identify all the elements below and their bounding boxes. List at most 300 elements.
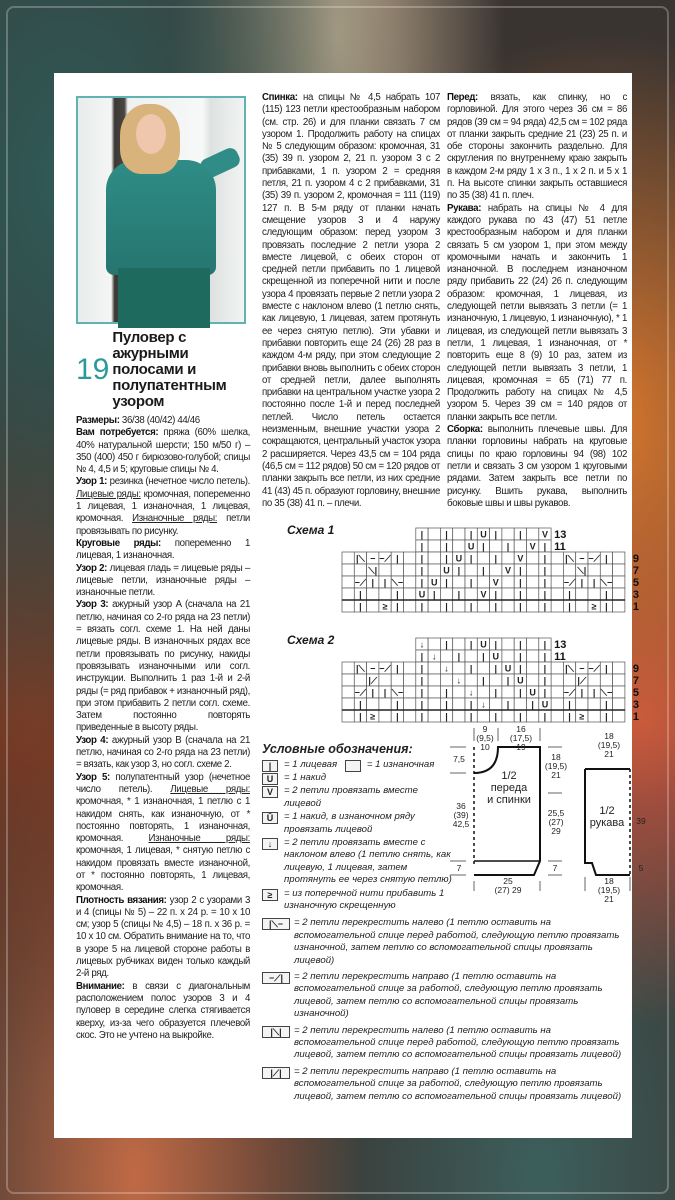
pattern-schematic (450, 724, 646, 905)
chart-cell (490, 674, 502, 686)
stitch-mark: | (420, 675, 424, 686)
stitch-mark: U (443, 565, 450, 576)
row-number: 9 (632, 663, 640, 676)
stitch-mark: −⟋ (563, 687, 576, 698)
chart-cell (379, 674, 391, 686)
schema-1-title: Схема 1 (287, 523, 335, 538)
stitch-mark: | (543, 553, 547, 564)
chart-cell (551, 710, 563, 722)
legend-cables (262, 917, 632, 1103)
stitch-mark: | (396, 699, 399, 710)
legend-cable-item (262, 1025, 632, 1062)
stitch-mark: |⟍ (565, 553, 574, 564)
paragraph (447, 424, 627, 510)
stitch-mark: | (592, 687, 596, 698)
stitch-mark: | (543, 675, 547, 686)
chart-cell (342, 662, 354, 674)
stitch-mark: | (420, 529, 424, 540)
stitch-mark: | (506, 675, 510, 686)
chart-cell (490, 564, 502, 576)
section-label: Узор 5: (76, 771, 110, 783)
chart-cell (428, 638, 440, 650)
chart-cell (453, 698, 465, 710)
legend-text: = из поперечной нити прибавить 1 изнаночную скрещенную (284, 887, 445, 911)
stitch-mark: − (579, 553, 585, 564)
magazine-page (54, 73, 646, 1138)
stitch-mark: | (420, 651, 424, 662)
chart-cell (502, 600, 514, 612)
body-text: в связи с диагональным расположением полос узоров 3 и 4 пуловер в середине слегка стягивается кверху, из-за чего образуется плечевой скос. Это не учтено на выкройке. (76, 980, 250, 1041)
purl-symbol-icon (345, 760, 361, 772)
chart-cell (440, 674, 452, 686)
chart-cell (465, 650, 477, 662)
paragraph (76, 599, 250, 734)
chart-cell (404, 686, 416, 698)
chart-cell (404, 600, 416, 612)
legend-text: = 1 изнаночная (366, 758, 435, 770)
stitch-mark: | (568, 589, 571, 600)
stitch-mark: | (359, 601, 362, 612)
stitch-mark: | (605, 711, 608, 722)
paragraph (447, 92, 627, 203)
chart-cell (502, 552, 514, 564)
stitch-mark: | (383, 687, 387, 698)
chart-cell (563, 564, 575, 576)
stitch-mark: | (605, 589, 608, 600)
stitch-mark: | (494, 529, 498, 540)
legend-top-row (262, 724, 646, 913)
chart-cell (428, 710, 440, 722)
legend-text: = 2 петли провязать вместе с наклоном влево (1 петлю снять, как лицевую, 1 лицевая, затем протянуть ее через снятую петлю) (284, 836, 452, 886)
stitch-mark: | (396, 553, 399, 564)
stitch-mark: | (420, 699, 424, 710)
dim-neck-depth: 7,5 (453, 754, 465, 765)
row-number: 3 (632, 589, 640, 602)
chart-cell (367, 588, 379, 600)
chart-cell (588, 710, 600, 722)
stitch-mark: | (519, 601, 522, 612)
chart-cell (502, 650, 514, 662)
stitch-mark: | (445, 711, 448, 722)
stitch-mark: | (445, 541, 448, 552)
stitch-mark: U (418, 589, 426, 600)
dim-sleeve-top: 18 (19,5) 21 (597, 731, 621, 760)
stitch-mark: | (482, 565, 485, 576)
stitch-mark: | (531, 699, 534, 710)
stitch-mark: | (580, 577, 584, 588)
stitch-mark: ↓ (481, 699, 486, 710)
stitch-mark: U (492, 651, 499, 662)
chart-cell (551, 588, 563, 600)
stitch-mark: V (480, 589, 487, 600)
stitch-mark: | (469, 663, 473, 674)
chart-cell (613, 600, 625, 612)
stitch-mark: | (420, 663, 424, 674)
stitch-mark: | (445, 639, 448, 650)
dim-sleeve-band: 5 (638, 863, 644, 874)
legend-item (262, 772, 452, 784)
chart-cell (428, 662, 440, 674)
chart-cell (440, 588, 452, 600)
row-number: 11 (554, 651, 566, 664)
stitch-mark: −⟋ (379, 663, 391, 674)
stitch-mark: | (543, 601, 547, 612)
stitch-mark: −⟋ (563, 577, 576, 588)
section-label: Узор 4: (76, 734, 109, 746)
chart-cell (342, 674, 354, 686)
stitch-mark: | (494, 639, 498, 650)
legend-item (262, 888, 452, 913)
text-columns (262, 92, 627, 510)
chart-cell (477, 552, 489, 564)
legend-text: = 2 петли перекрестить направо (1 петлю оставить на вспомогательной спице за работой, следующую петлю провязать лицевой, затем петлю со вспомогательной спицы провязать изнаночной) (294, 971, 603, 1020)
stitch-mark: ≥ (382, 601, 388, 612)
stitch-mark: | (359, 699, 362, 710)
body-text: кромочная, попеременно 1 лицевая, 1 изнаночная, 1 лицевая, кромочная. (76, 488, 250, 525)
row-number: 13 (554, 639, 567, 652)
stitch-mark: | (469, 601, 473, 612)
body-text: кромочная, * 1 изнаночная, 1 петлю с 1 накидом снять, как изнаночную, от * постоянно повторять, 1 изнаночная, кромочная. (76, 796, 250, 845)
section-label: Вам потребуется: (76, 427, 159, 439)
stitch-mark: ⟍| (577, 565, 587, 576)
schema-2-title: Схема 2 (287, 633, 335, 648)
stitch-mark: | (420, 687, 424, 698)
stitch-mark: ↓ (444, 663, 449, 674)
stitch-mark: | (396, 711, 399, 722)
chart-cell (613, 576, 625, 588)
chart-cell (490, 540, 502, 552)
chart-cell (527, 600, 539, 612)
chart-cell (576, 698, 588, 710)
stitch-mark: | (605, 663, 608, 674)
legend-cable-item (262, 1066, 632, 1103)
chart-cell (428, 674, 440, 686)
stitch-symbol-icon: | (262, 760, 278, 772)
stitch-mark: | (543, 541, 547, 552)
chart-cell (613, 698, 625, 710)
chart-cell (379, 710, 391, 722)
stitch-mark: − (579, 663, 585, 674)
underlined-term: Изнаночные ряды: (132, 513, 218, 525)
stitch-mark: | (396, 663, 399, 674)
chart-cell (600, 564, 612, 576)
row-number: 5 (632, 687, 640, 700)
dim-armhole: 18 (19,5) 21 (544, 752, 568, 781)
stitch-mark: | (519, 565, 522, 576)
stitch-mark: | (605, 699, 608, 710)
stitch-mark: V (529, 541, 536, 552)
stitch-mark: | (420, 601, 424, 612)
chart-cell (342, 588, 354, 600)
section-label: Размеры: (76, 415, 120, 426)
stitch-mark: U (455, 553, 463, 564)
chart-cell (404, 674, 416, 686)
chart-cell (404, 698, 416, 710)
dim-band-right: 7 (552, 863, 558, 874)
chart-cell (551, 564, 563, 576)
chart-cell (527, 588, 539, 600)
chart-cell (428, 528, 440, 540)
legend-title: Условные обозначения: (262, 742, 413, 757)
chart-cell (465, 588, 477, 600)
legend-cable-item (262, 917, 632, 967)
paragraph (76, 981, 250, 1042)
chart-cell (551, 576, 563, 588)
stitch-mark: | (445, 699, 448, 710)
body-text: ажурный узор B (сначала на 21 петлю, начиная со 2-го ряда на 23 петли) = вязать, как узор 3, но согл. схеме 2. (76, 734, 250, 771)
stitch-mark: U (431, 577, 438, 588)
chart-cell (453, 528, 465, 540)
chart-cell (502, 576, 514, 588)
chart-cell (527, 528, 539, 540)
stitch-mark: ≥ (591, 601, 597, 612)
stitch-mark: | (371, 577, 375, 588)
stitch-mark: | (396, 601, 399, 612)
body-text: 36/38 (40/42) 44/46 (119, 415, 200, 426)
cable-symbol-icon: −⟋| (262, 972, 290, 984)
stitch-mark: | (359, 589, 362, 600)
chart-cell (613, 662, 625, 674)
stitch-mark: −⟋ (588, 663, 600, 674)
stitch-mark: | (469, 529, 473, 540)
body-text: узор 2 с узорами 3 и 4 (спицы № 5) – 22 п. x 24 р. = 10 x 10 см; узор 5 (спицы № 4,5) – 18 п. x 36 р. = 10 x 10 см. Обратить внимание на то, что в узоре 5 на лицевой стороне работы в лицевых рубчиках виден только каждый 2-й ряд. (76, 894, 250, 980)
underlined-term: Изнаночные ряды: (148, 833, 250, 845)
stitch-mark: | (494, 589, 498, 600)
chart-cell (367, 698, 379, 710)
legend-text: = 2 петли перекрестить налево (1 петлю оставить на вспомогательной спице перед работой, следующую петлю провязать лицевой, затем петлю со вспомогательной спицы провязать лицевой) (294, 1024, 622, 1061)
chart-cell (428, 540, 440, 552)
dim-height: 36 (39) 42,5 (452, 801, 470, 830)
pattern-header (76, 330, 250, 410)
stitch-symbol-icon: Ū (262, 812, 278, 824)
stitch-mark: ↓ (468, 687, 474, 698)
chart-cell (551, 552, 563, 564)
stitch-mark: | (445, 529, 448, 540)
legend-text: = 2 петли перекрестить направо (1 петлю оставить на вспомогательной спице за работой, следующую петлю провязать лицевой, затем петлю со вспомогательной спицы провязать лицевой) (294, 1065, 622, 1102)
chart-cell (477, 710, 489, 722)
stitch-mark: | (494, 663, 498, 674)
dim-sleeve-bottom: 18 (19,5) 21 (597, 876, 621, 905)
left-column-area (76, 96, 250, 1042)
stitch-mark: ↓ (432, 651, 437, 662)
chart-cell (527, 552, 539, 564)
stitch-mark: | (420, 553, 424, 564)
chart-cell (514, 540, 526, 552)
cable-symbol-icon: |⟍| (262, 1026, 290, 1038)
stitch-mark: V (541, 529, 548, 540)
body-text: вязать, как спинку, но с горловиной. Для этого через 36 см = 86 рядов (39 см = 94 ряда) 42,5 см = 102 ряда от планки закрыть средние 21 (23) 25 п. и обе стороны закончить раздельно. Для скругления по внутреннему краю закрыть в каждом 2-м ряду 1 x 3 п., 1 x 2 п. и 5 x 1 п. На высоте спинки закрыть оставшиеся по 35 (38) 41 п. плеч. (447, 92, 627, 202)
row-number: 9 (632, 553, 640, 566)
chart-cell (502, 528, 514, 540)
stitch-mark: | (519, 711, 522, 722)
stitch-mark: | (519, 639, 522, 650)
stitch-mark: | (432, 589, 436, 600)
chart-cell (527, 650, 539, 662)
chart-cell (440, 650, 452, 662)
chart-cell (453, 638, 465, 650)
legend-first-row (262, 759, 452, 772)
chart-cell (527, 576, 539, 588)
stitch-mark: U (504, 663, 512, 674)
legend-item (262, 811, 452, 836)
stitch-mark: | (469, 639, 473, 650)
stitch-mark: | (457, 651, 461, 662)
chart-cell (527, 674, 539, 686)
stitch-mark: U (480, 639, 487, 650)
chart-cell (613, 674, 625, 686)
stitch-mark: | (482, 651, 485, 662)
stitch-mark: − (370, 663, 376, 674)
chart-cell (404, 710, 416, 722)
pattern-title: Пуловер с ажурными полосами и полупатентным узором (112, 329, 227, 410)
chart-cell (551, 698, 563, 710)
photo-face (136, 114, 166, 154)
stitch-mark: | (519, 577, 522, 588)
paragraph (76, 476, 250, 537)
chart-cell (613, 686, 625, 698)
column-3 (447, 92, 627, 510)
stitch-mark: ↓ (419, 639, 425, 650)
stitch-mark: | (469, 711, 473, 722)
chart-cell (563, 674, 575, 686)
stitch-mark: | (592, 577, 596, 588)
stitch-mark: | (469, 699, 473, 710)
chart-cell (428, 600, 440, 612)
section-label: Перед: (447, 92, 478, 103)
body-text: полупатентный узор (нечетное число петель). (76, 771, 250, 795)
stitch-mark: ≥ (370, 711, 376, 722)
body-text: пряжа (60% шелка, 40% натуральной шерсти; 150 м/50 г) – 350 (400) 450 г бирюзово-голубой; спицы № 4, 4,5 и 5; круговые спицы № 4. (76, 427, 250, 476)
chart-cell (465, 564, 477, 576)
stitch-mark: | (482, 675, 485, 686)
stitch-mark: | (494, 711, 498, 722)
stitch-mark: | (543, 651, 547, 662)
stitch-mark: | (445, 577, 448, 588)
stitch-mark: −⟋ (379, 553, 391, 564)
body-piece-label: 1/2 переда и спинки (487, 770, 531, 807)
legend-item (262, 837, 452, 887)
photo-sweater (106, 160, 216, 275)
stitch-symbol-icon: V (262, 786, 278, 798)
section-label: Внимание: (76, 980, 125, 992)
body-text: петли провязывать по рисунку. (76, 513, 250, 537)
chart-cell (379, 698, 391, 710)
body-text: набрать на спицы № 4 для каждого рукава по 43 (47) 51 петле крестообразным набором и для планки связать 5 см узором 1, при этом между кромочными начать и закончить 1 изнаночной. В последнем изнаночном ряду прибавить 22 (24) 26 п. следующим образом: кромочная, 1 лицевая, из следующей петли вывязать 3 петли (= 1 изнаночную, 1 лицевую, 1 изнаночную), * 1 лицевая, из следующей петли вывязать 3 петли, 1 лицевая, 1 изнаночная, от * повторить еще 8 (9) 10 раз, затем из следующей петли вывязать 3 петли, 1 лицевая, кромочная = 65 (71) 77 п. Продолжить работу на спицах № 4,5 узором 5. Через 39 см = 140 рядов от планки закрыть все петли. (447, 202, 627, 423)
column-2 (262, 92, 440, 510)
chart-cell (576, 600, 588, 612)
chart-cell (354, 564, 366, 576)
stitch-mark: ⟍− (391, 687, 404, 698)
stitch-mark: | (580, 687, 584, 698)
stitch-symbol-icon: U (262, 773, 278, 785)
chart-cell (342, 600, 354, 612)
stitch-mark: | (568, 699, 571, 710)
dim-sleeve-height: 39 (636, 816, 646, 827)
stitch-mark: | (445, 687, 448, 698)
stitch-mark: | (519, 589, 522, 600)
stitch-mark: | (420, 711, 424, 722)
column-1 (76, 415, 250, 1042)
chart-cell (588, 564, 600, 576)
stitch-mark: V (517, 553, 524, 564)
stitch-mark: | (494, 601, 498, 612)
paragraph (76, 772, 250, 895)
stitch-mark: −⟋ (588, 553, 600, 564)
stitch-mark: | (519, 663, 522, 674)
row-number: 13 (554, 529, 567, 542)
stitch-mark: | (482, 541, 485, 552)
legend-item (262, 785, 452, 810)
stitch-mark: | (371, 687, 375, 698)
chart-cell (600, 674, 612, 686)
stitch-mark: |⟍ (356, 553, 365, 564)
chart-cell (391, 674, 403, 686)
section-label: Узор 3: (76, 599, 109, 611)
stitch-mark: |⟍ (565, 663, 574, 674)
chart-cell (404, 588, 416, 600)
paragraph (76, 427, 250, 476)
section-label: Узор 1: (76, 476, 108, 488)
legend-cable-item (262, 971, 632, 1021)
chart-cell (379, 588, 391, 600)
stitch-mark: ↓ (456, 675, 462, 686)
stitch-mark: | (506, 541, 510, 552)
chart-cell (613, 710, 625, 722)
chart-cell (404, 576, 416, 588)
row-number: 7 (632, 565, 640, 578)
chart-cell (551, 686, 563, 698)
stitch-mark: | (605, 601, 608, 612)
stitch-mark: | (519, 529, 522, 540)
stitch-mark: | (457, 589, 461, 600)
row-number: 1 (632, 711, 640, 724)
stitch-mark: U (467, 541, 475, 552)
cable-symbol-icon: |⟍− (262, 918, 290, 930)
stitch-mark: | (543, 577, 547, 588)
body-text: на спицы № 4,5 набрать 107 (115) 123 петли крестообразным набором (см. стр. 26) и для планки связать 7 см узором 1. Продолжить работу на спицах № 5 следующим образом: кромочная, 31 (35) 39 п. узором 2, 21 п. узором 3 с 2 прибавками, 1 п. узором 2 = средняя петля, 21 п. узором 4 с 2 прибавками, 31 (35) 39 п. узором 2, кромочная = 111 (119) 127 п. В 5-м ряду от планки начать смещение узоров 3 и 4 наружу следующим образом: перед узором 3 провязать последние 2 петли узора 2 вместе лицевой, с обеих сторон от средней петли прибавить по 1 лицевой скрещенной из поперечной нити и после узора 4 провязать первые 2 петли узора 2 вместе с наклоном влево (1 петлю снять, как лицевую, 1 лицевая, затем протянуть ее через снятую петлю). Эти убавки и прибавки повторить еще 24 (26) 28 раз в каждом 4-м ряду, при этом следующие 2 прибавки вновь выполнить с обеих сторон от средней петли, далее выполнять прибавки на центральном участке узора 2 постоянно после 1-й и перед последней петлей. Число петель остается неизменным, внешние участки узора 2 сокращаются, центральный участок узора 2 расширяется. Через 43,5 см = 104 ряда (46,5 см = 112 рядов) 50 см = 120 рядов от планки закрыть все петли, из них средние 41 (43) 45 п. образуют горловину, внешние по 35 (38) 41 п. – плечи. (262, 92, 440, 509)
stitch-mark: − (370, 553, 376, 564)
schema-2-chart (286, 638, 640, 726)
chart-cell (477, 686, 489, 698)
stitch-mark: ⟍− (600, 577, 613, 588)
chart-cell (490, 698, 502, 710)
dim-shoulder-width: 16 (17,5) 19 (509, 724, 533, 753)
stitch-mark: | (568, 711, 571, 722)
pattern-number: 19 (76, 353, 110, 386)
row-number: 1 (632, 601, 640, 614)
stitch-mark: | (420, 565, 424, 576)
stitch-mark: U (529, 687, 536, 698)
chart-cell (502, 710, 514, 722)
stitch-mark: U (517, 675, 524, 686)
section-label: Круговые ряды: (76, 537, 161, 549)
dim-side: 25,5 (27) 29 (547, 808, 565, 837)
stitch-mark: | (396, 589, 399, 600)
chart-cell (342, 710, 354, 722)
stitch-mark: V (505, 565, 512, 576)
legend-symbols (262, 759, 452, 913)
row-number: 11 (554, 541, 566, 554)
dim-band-left: 7 (456, 863, 462, 874)
photo-skirt (118, 268, 210, 328)
chart-cell (342, 698, 354, 710)
chart-cell (477, 576, 489, 588)
chart-cell (342, 576, 354, 588)
stitch-mark: | (359, 711, 362, 722)
paragraph (76, 538, 250, 563)
chart-cell (354, 674, 366, 686)
stitch-mark: | (469, 553, 473, 564)
